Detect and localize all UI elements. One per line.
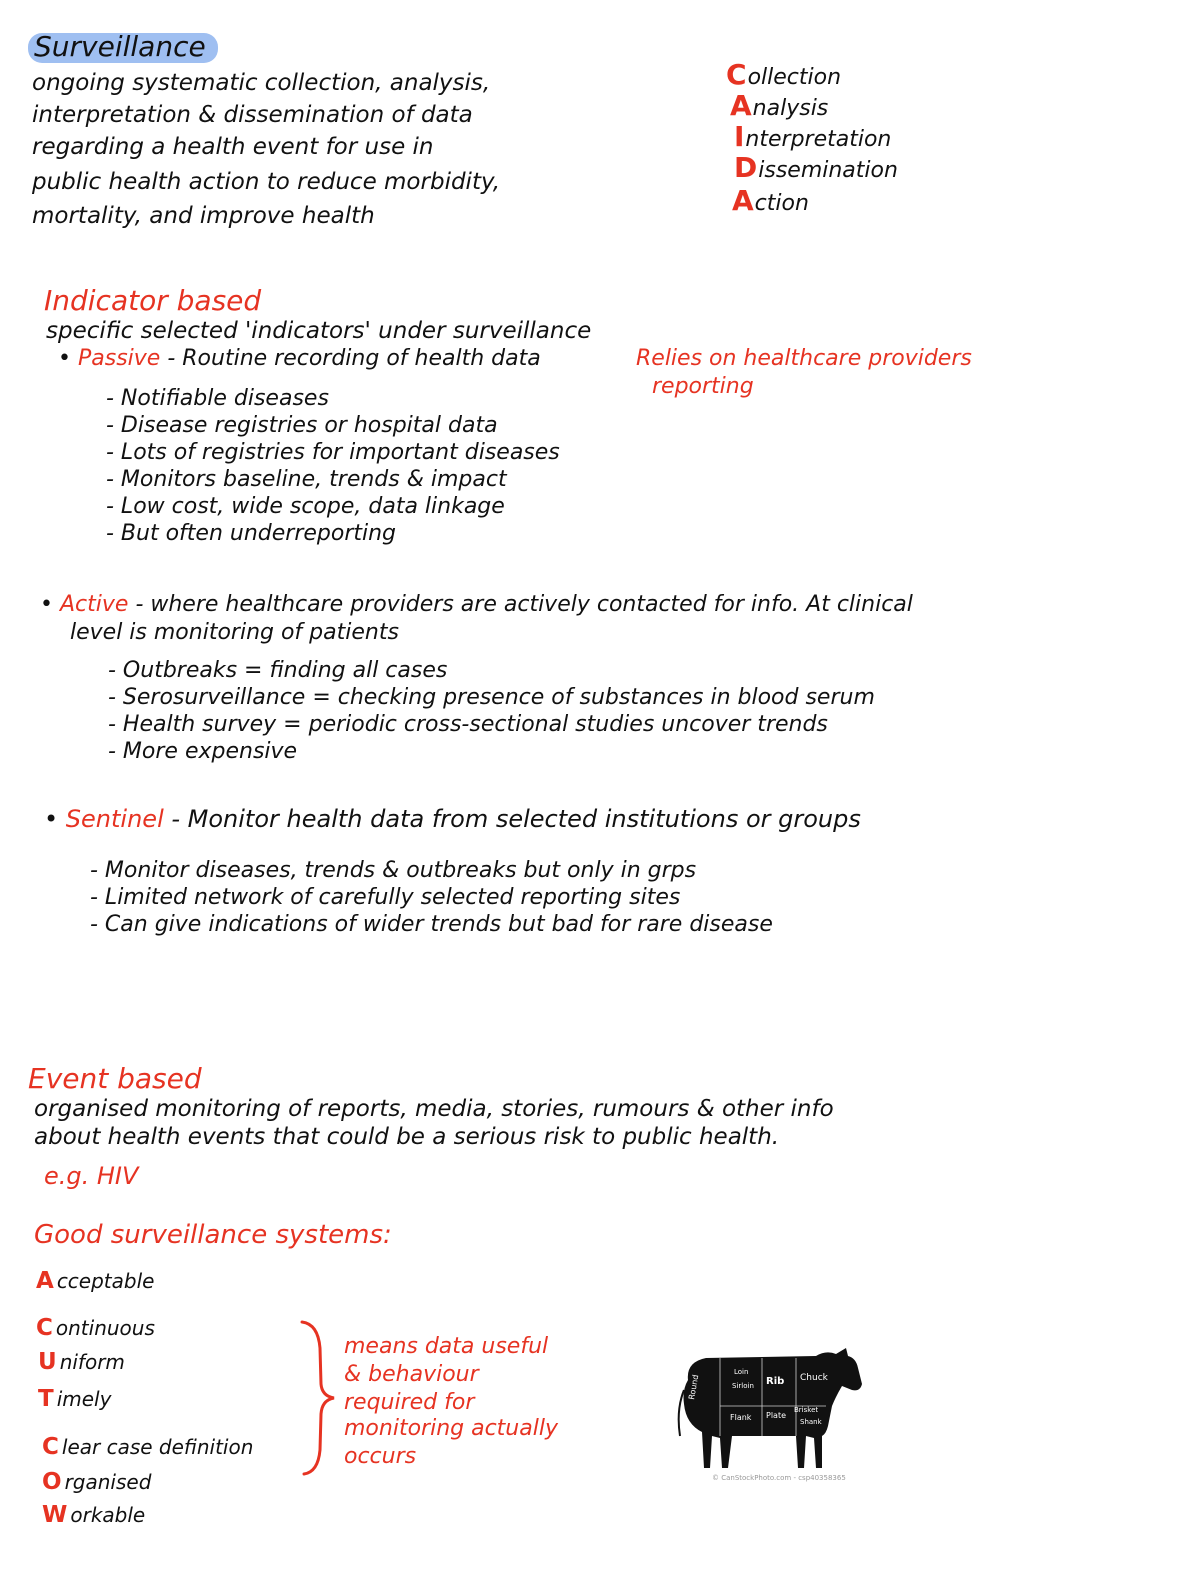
cow-label: Sirloin — [732, 1382, 754, 1390]
acronym-item: T imely — [38, 1386, 112, 1412]
good-heading: Good surveillance systems: — [34, 1220, 392, 1250]
active-desc: - where healthcare providers are actively contacted for info. At clinical — [135, 592, 913, 617]
acronym-item: U niform — [38, 1349, 125, 1375]
passive-note: Relies on healthcare providers — [636, 346, 972, 371]
cow-label: Round — [687, 1373, 701, 1401]
bullet: • — [58, 346, 78, 371]
event-line: about health events that could be a serious risk to public health. — [34, 1124, 780, 1150]
cadia-item: Analysis — [730, 89, 829, 122]
brace-note-line: & behaviour — [344, 1362, 479, 1387]
beef-cuts-cow-image — [676, 1340, 862, 1490]
passive-desc: - Routine recording of health data — [167, 346, 541, 371]
definition-line: mortality, and improve health — [32, 203, 375, 229]
sentinel-item: - Monitor diseases, trends & outbreaks but only in grps — [90, 858, 697, 883]
passive-row — [58, 346, 541, 371]
acronym-item: C ontinuous — [36, 1315, 155, 1341]
cow-label: Brisket — [794, 1406, 819, 1414]
sentinel-row — [44, 805, 861, 833]
passive-item: - Disease registries or hospital data — [106, 413, 498, 438]
passive-item: - But often underreporting — [106, 521, 397, 546]
cow-label: Flank — [730, 1413, 752, 1422]
acronym-item: A cceptable — [36, 1268, 155, 1294]
event-line: organised monitoring of reports, media, stories, rumours & other info — [34, 1096, 834, 1122]
passive-item: - Lots of registries for important diseases — [106, 440, 560, 465]
passive-item: - Notifiable diseases — [106, 386, 329, 411]
event-example: e.g. HIV — [44, 1162, 139, 1190]
cow-label: Plate — [766, 1411, 787, 1420]
cadia-item: Dissemination — [734, 151, 898, 184]
brace-note-line: monitoring actually — [344, 1416, 558, 1441]
cow-label: Shank — [800, 1418, 822, 1426]
indicator-heading: Indicator based — [44, 284, 262, 317]
cow-label: Chuck — [800, 1373, 828, 1383]
cadia-item: Collection — [726, 58, 842, 91]
passive-label: Passive — [77, 346, 161, 371]
cadia-item: Action — [732, 184, 809, 217]
sentinel-desc: - Monitor health data from selected institutions or groups — [171, 805, 861, 833]
acronym-item: W orkable — [42, 1502, 146, 1528]
definition-line: interpretation & dissemination of data — [32, 102, 473, 128]
active-row — [40, 592, 913, 617]
image-credit: © CanStockPhoto.com - csp40358365 — [712, 1474, 846, 1482]
sentinel-label: Sentinel — [65, 805, 164, 833]
bullet: • — [44, 805, 66, 833]
active-item: - More expensive — [108, 739, 298, 764]
active-label: Active — [59, 592, 129, 617]
definition-line: ongoing systematic collection, analysis, — [32, 70, 491, 96]
passive-item: - Low cost, wide scope, data linkage — [106, 494, 505, 519]
cow-label: Loin — [734, 1368, 749, 1376]
active-desc-2: level is monitoring of patients — [70, 620, 399, 645]
cow-label: Rib — [766, 1376, 785, 1387]
event-heading: Event based — [28, 1062, 202, 1095]
indicator-subtitle: specific selected 'indicators' under surveillance — [46, 318, 592, 344]
brace-note-line: required for — [344, 1390, 475, 1415]
bullet: • — [40, 592, 60, 617]
passive-note: reporting — [652, 374, 754, 399]
passive-item: - Monitors baseline, trends & impact — [106, 467, 507, 492]
definition-line: public health action to reduce morbidity, — [32, 169, 501, 195]
page-title: Surveillance — [34, 30, 206, 63]
sentinel-item: - Limited network of carefully selected reporting sites — [90, 885, 681, 910]
sentinel-item: - Can give indications of wider trends but bad for rare disease — [90, 912, 773, 937]
active-item: - Serosurveillance = checking presence of substances in blood serum — [108, 685, 875, 710]
acronym-item: O rganised — [42, 1469, 152, 1495]
brace-icon — [300, 1318, 340, 1478]
acronym-item: C lear case definition — [42, 1434, 254, 1460]
active-item: - Outbreaks = finding all cases — [108, 658, 448, 683]
brace-note-line: means data useful — [344, 1334, 549, 1359]
cadia-item: Interpretation — [734, 120, 892, 153]
brace-note-line: occurs — [344, 1444, 417, 1469]
active-item: - Health survey = periodic cross-sectional studies uncover trends — [108, 712, 828, 737]
definition-line: regarding a health event for use in — [32, 134, 434, 160]
